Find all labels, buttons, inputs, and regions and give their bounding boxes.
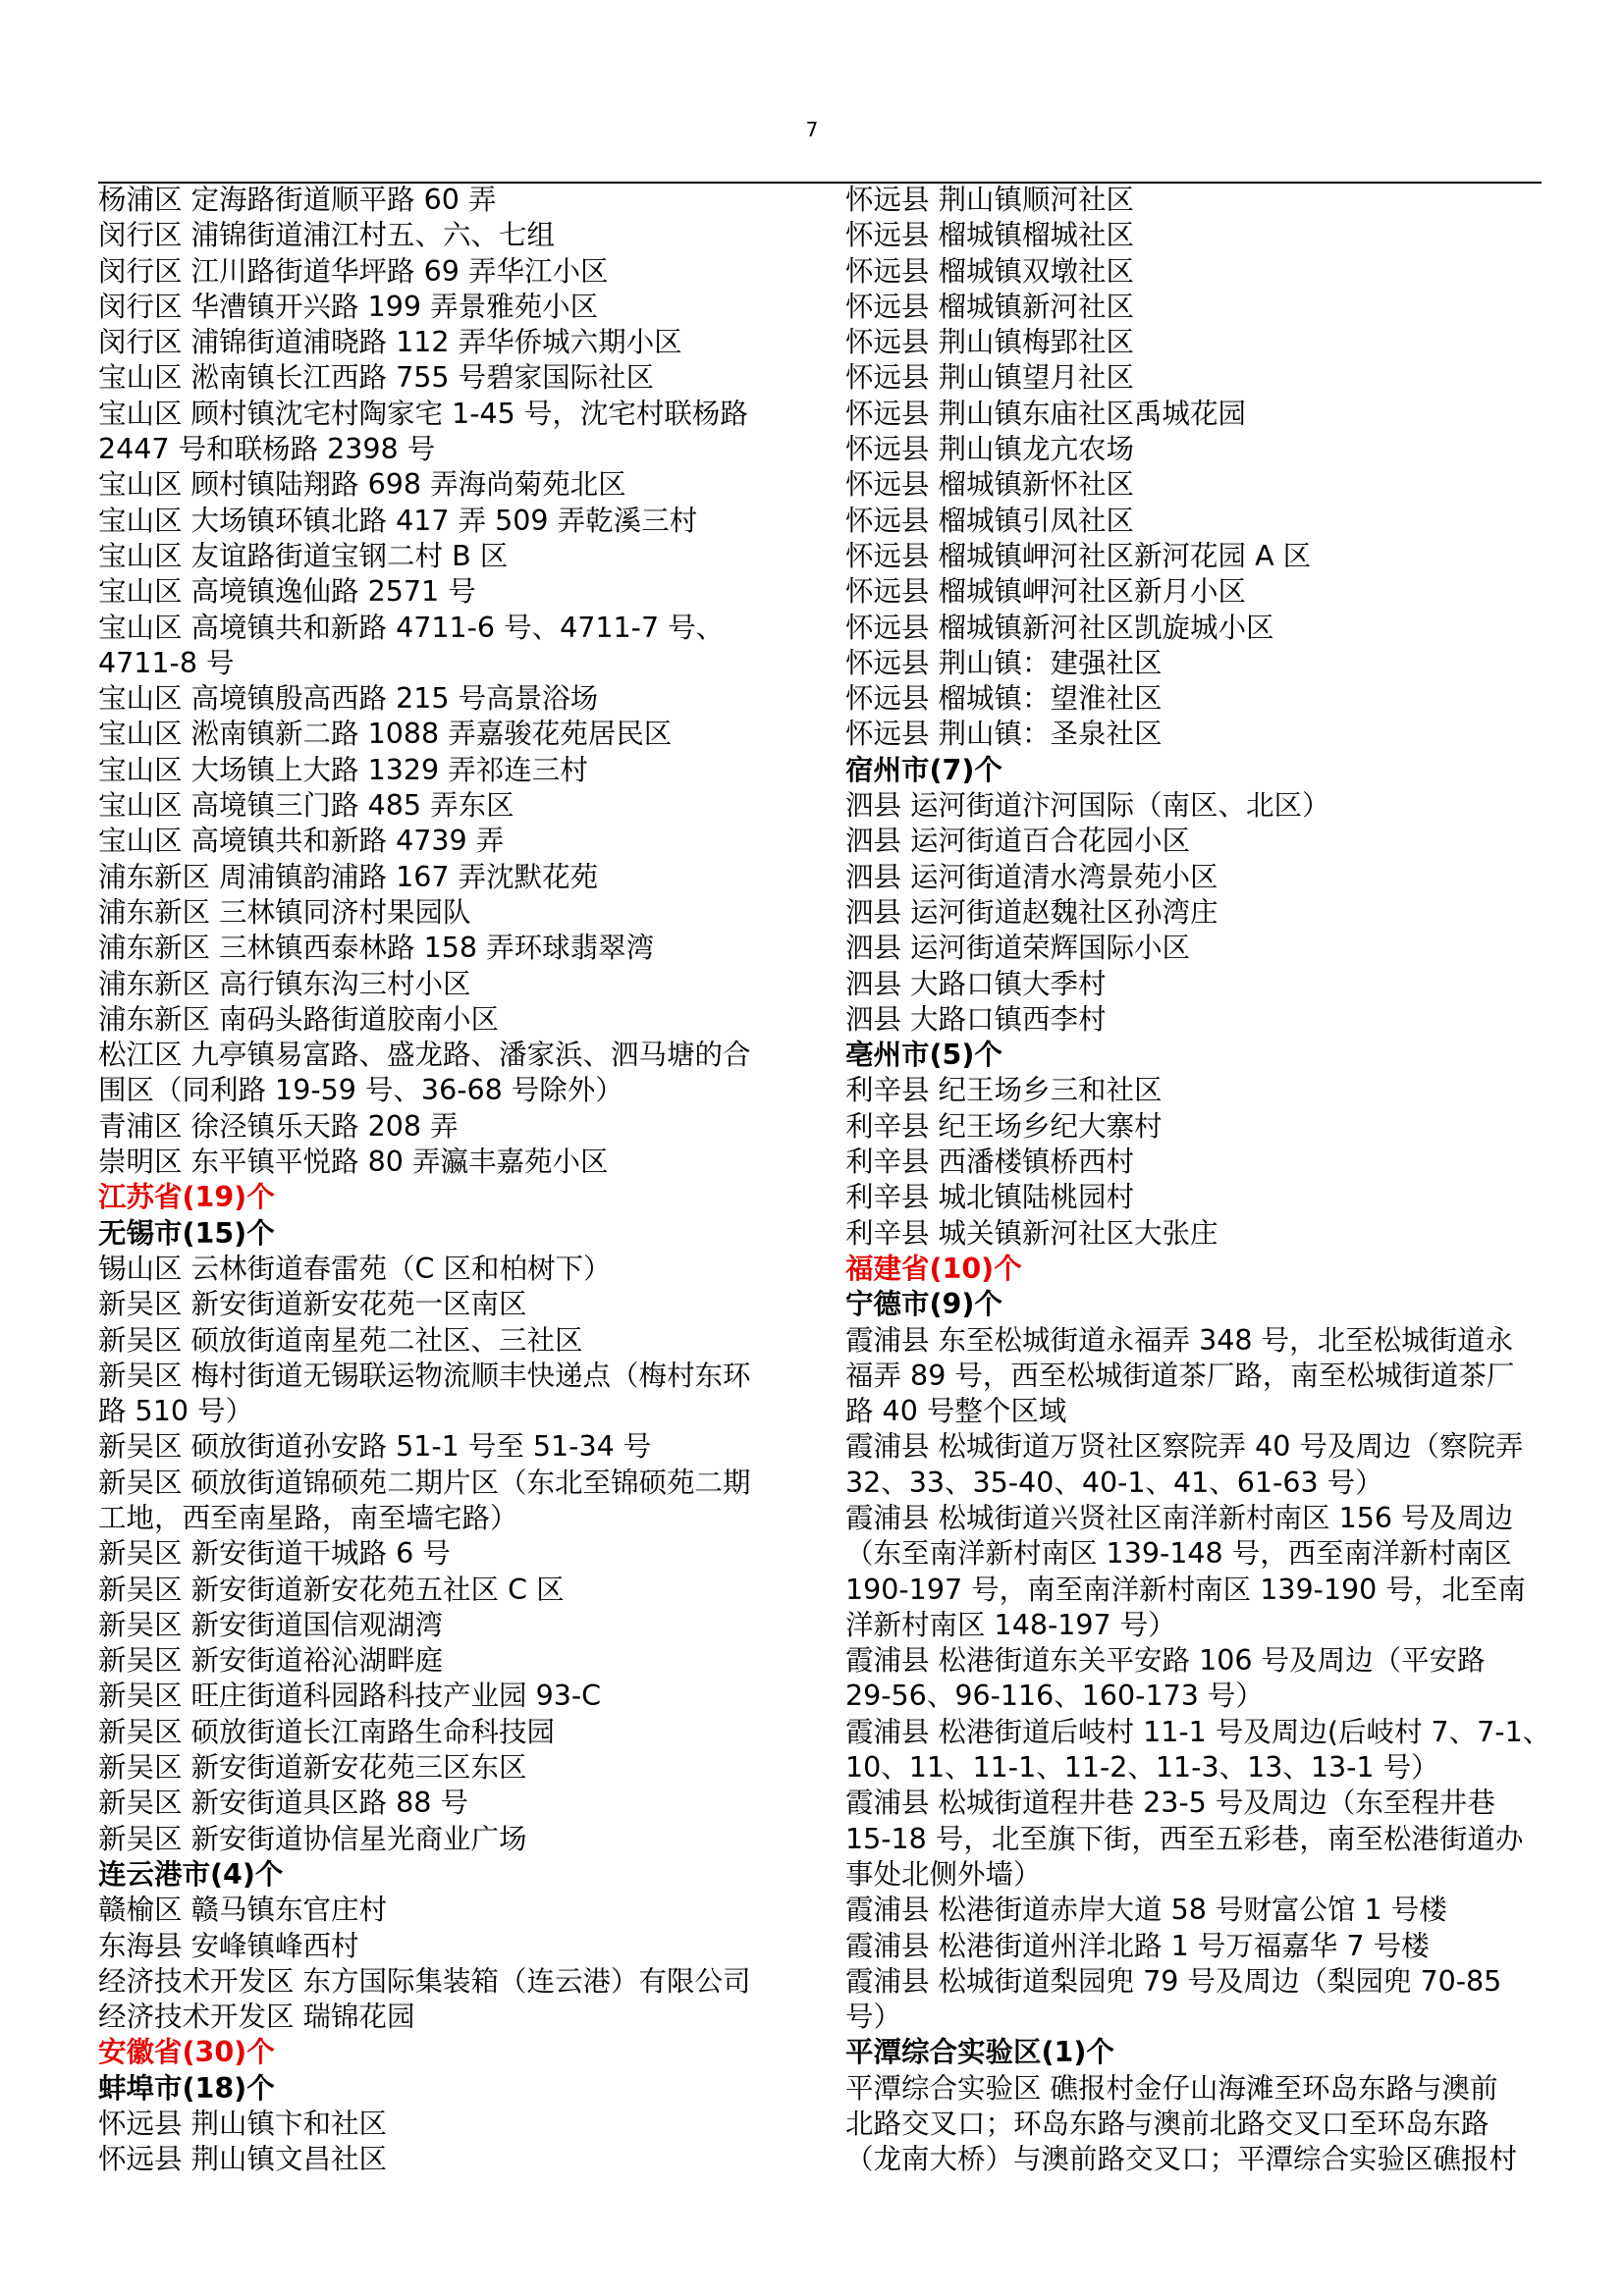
- address-line: 锡山区 云林街道春雷苑（C 区和柏树下）: [98, 1252, 612, 1285]
- address-line: 新吴区 新安街道协信星光商业广场: [98, 1822, 527, 1855]
- address-line: 4711-8 号: [98, 646, 235, 679]
- address-line: 泗县 大路口镇大季村: [845, 967, 1107, 1000]
- address-line: 新吴区 新安街道裕沁湖畔庭: [98, 1644, 444, 1678]
- address-line: 浦东新区 周浦镇韵浦路 167 弄沈默花苑: [98, 860, 599, 893]
- address-line: 宝山区 高境镇逸仙路 2571 号: [98, 575, 476, 609]
- address-line: 怀远县 榴城镇新河社区凯旋城小区: [845, 611, 1274, 644]
- address-line: 宝山区 高境镇共和新路 4739 弄: [98, 825, 505, 858]
- address-line: 新吴区 新安街道新安花苑一区南区: [98, 1288, 527, 1321]
- address-line: 青浦区 徐泾镇乐天路 208 弄: [98, 1109, 459, 1143]
- address-line: 宝山区 顾村镇陆翔路 698 弄海尚菊苑北区: [98, 468, 626, 502]
- address-line: 浦东新区 三林镇西泰林路 158 弄环球翡翠湾: [98, 932, 655, 965]
- address-line: 新吴区 新安街道新安花苑五社区 C 区: [98, 1573, 565, 1606]
- address-line: 闵行区 浦锦街道浦晓路 112 弄华侨城六期小区: [98, 326, 682, 359]
- address-line: 怀远县 榴城镇：望淮社区: [845, 682, 1163, 716]
- address-line: 宝山区 淞南镇长江西路 755 号碧家国际社区: [98, 361, 655, 395]
- address-line: 经济技术开发区 瑞锦花园: [98, 2001, 415, 2034]
- address-line: 霞浦县 松城街道兴贤社区南洋新村南区 156 号及周边: [845, 1501, 1514, 1534]
- address-line: 宝山区 高境镇殷高西路 215 号高景浴场: [98, 682, 599, 716]
- address-line: 浦东新区 高行镇东沟三村小区: [98, 967, 471, 1000]
- address-line: 怀远县 榴城镇岬河社区新河花园 A 区: [845, 539, 1312, 572]
- address-line: 杨浦区 定海路街道顺平路 60 弄: [98, 184, 497, 216]
- address-line: 事处北侧外墙）: [845, 1857, 1042, 1891]
- city-heading: 无锡市(15)个: [98, 1216, 275, 1250]
- address-line: （龙南大桥）与澳前路交叉口；平潭综合实验区礁报村: [845, 2143, 1518, 2176]
- address-line: 190-197 号，南至南洋新村南区 139-190 号，北至南: [845, 1573, 1526, 1606]
- address-line: 新吴区 新安街道新安花苑三区东区: [98, 1751, 527, 1785]
- address-line: 怀远县 荆山镇：圣泉社区: [845, 718, 1163, 751]
- address-line: 怀远县 荆山镇：建强社区: [845, 646, 1163, 679]
- city-heading: 宁德市(9)个: [845, 1288, 1002, 1321]
- address-line: 怀远县 榴城镇引凤社区: [845, 504, 1135, 537]
- address-line: 平潭综合实验区 礁报村金仔山海滩至环岛东路与澳前: [845, 2071, 1498, 2105]
- address-line: 怀远县 荆山镇顺河社区: [845, 184, 1135, 216]
- address-line: 宝山区 顾村镇沈宅村陶家宅 1-45 号，沈宅村联杨路: [98, 397, 748, 430]
- address-line: 浦东新区 南码头路街道胶南小区: [98, 1002, 500, 1036]
- address-line: 怀远县 荆山镇文昌社区: [98, 2143, 388, 2176]
- address-line: 新吴区 硕放街道锦硕苑二期片区（东北至锦硕苑二期: [98, 1466, 751, 1499]
- address-line: 32、33、35-40、40-1、41、61-63 号）: [845, 1466, 1383, 1499]
- address-line: 怀远县 荆山镇东庙社区禹城花园: [845, 397, 1247, 430]
- address-line: 利辛县 城北镇陆桃园村: [845, 1181, 1135, 1214]
- address-line: 霞浦县 松港街道州洋北路 1 号万福嘉华 7 号楼: [845, 1929, 1430, 1962]
- address-line: （东至南洋新村南区 139-148 号，西至南洋新村南区: [845, 1537, 1512, 1571]
- address-line: 崇明区 东平镇平悦路 80 弄瀛丰嘉苑小区: [98, 1146, 609, 1179]
- address-line: 泗县 运河街道赵魏社区孙湾庄: [845, 895, 1218, 929]
- address-line: 泗县 运河街道荣辉国际小区: [845, 932, 1191, 965]
- address-line: 松江区 九亭镇易富路、盛龙路、潘家浜、泗马塘的合: [98, 1039, 751, 1072]
- address-line: 新吴区 新安街道干城路 6 号: [98, 1537, 451, 1571]
- address-line: 闵行区 江川路街道华坪路 69 弄华江小区: [98, 254, 609, 288]
- address-line: 福弄 89 号，西至松城街道茶厂路，南至松城街道茶厂: [845, 1359, 1515, 1392]
- address-line: 霞浦县 松城街道程井巷 23-5 号及周边（东至程井巷: [845, 1787, 1495, 1820]
- address-line: 闵行区 浦锦街道浦江村五、六、七组: [98, 219, 556, 252]
- address-line: 怀远县 荆山镇龙亢农场: [845, 433, 1135, 466]
- address-line: 泗县 运河街道百合花园小区: [845, 825, 1191, 858]
- address-line: 围区（同利路 19-59 号、36-68 号除外）: [98, 1074, 623, 1107]
- address-line: 新吴区 硕放街道孙安路 51-1 号至 51-34 号: [98, 1430, 652, 1464]
- city-heading: 蚌埠市(18)个: [98, 2071, 275, 2105]
- address-line: 利辛县 纪王场乡三和社区: [845, 1074, 1163, 1107]
- address-line: 宝山区 高境镇三门路 485 弄东区: [98, 789, 514, 823]
- address-line: 宝山区 高境镇共和新路 4711-6 号、4711-7 号、: [98, 611, 725, 644]
- address-line: 宝山区 大场镇上大路 1329 弄祁连三村: [98, 753, 588, 786]
- address-line: 赣榆区 赣马镇东官庄村: [98, 1894, 388, 1927]
- address-line: 号）: [845, 2001, 902, 2034]
- address-line: 15-18 号，北至旗下街，西至五彩巷，南至松港街道办: [845, 1822, 1524, 1855]
- address-line: 利辛县 纪王场乡纪大寨村: [845, 1109, 1163, 1143]
- address-line: 霞浦县 松港街道东关平安路 106 号及周边（平安路: [845, 1644, 1486, 1678]
- city-heading: 连云港市(4)个: [98, 1857, 284, 1891]
- address-line: 新吴区 硕放街道长江南路生命科技园: [98, 1715, 556, 1748]
- city-heading: 平潭综合实验区(1)个: [845, 2036, 1114, 2069]
- address-line: 泗县 运河街道清水湾景苑小区: [845, 860, 1218, 893]
- address-line: 怀远县 榴城镇榴城社区: [845, 219, 1135, 252]
- address-line: 利辛县 城关镇新河社区大张庄: [845, 1216, 1218, 1250]
- address-line: 新吴区 梅村街道无锡联运物流顺丰快递点（梅村东环: [98, 1359, 751, 1392]
- address-line: 经济技术开发区 东方国际集装箱（连云港）有限公司: [98, 1964, 751, 1998]
- address-line: 怀远县 荆山镇梅郢社区: [845, 326, 1135, 359]
- address-line: 怀远县 榴城镇双墩社区: [845, 254, 1135, 288]
- address-line: 工地，西至南星路，南至墙宅路）: [98, 1501, 518, 1534]
- address-line: 宝山区 大场镇环镇北路 417 弄 509 弄乾溪三村: [98, 504, 698, 537]
- address-line: 怀远县 榴城镇岬河社区新月小区: [845, 575, 1247, 609]
- address-line: 霞浦县 松港街道赤岸大道 58 号财富公馆 1 号楼: [845, 1894, 1447, 1927]
- address-line: 10、11、11-1、11-2、11-3、13、13-1 号）: [845, 1751, 1439, 1785]
- address-line: 宝山区 淞南镇新二路 1088 弄嘉骏花苑居民区: [98, 718, 673, 751]
- address-line: 东海县 安峰镇峰西村: [98, 1929, 359, 1962]
- address-line: 利辛县 西潘楼镇桥西村: [845, 1146, 1135, 1179]
- address-line: 霞浦县 松城街道万贤社区察院弄 40 号及周边（察院弄: [845, 1430, 1524, 1464]
- province-heading: 江苏省(19)个: [98, 1181, 275, 1214]
- address-line: 怀远县 榴城镇新河社区: [845, 290, 1135, 323]
- address-line: 霞浦县 松港街道后岐村 11-1 号及周边(后岐村 7、7-1、: [845, 1715, 1551, 1748]
- city-heading: 宿州市(7)个: [845, 753, 1002, 786]
- address-line: 新吴区 新安街道国信观湖湾: [98, 1608, 444, 1641]
- address-line: 怀远县 荆山镇望月社区: [845, 361, 1135, 395]
- address-line: 怀远县 榴城镇新怀社区: [845, 468, 1135, 502]
- address-line: 北路交叉口；环岛东路与澳前北路交叉口至环岛东路: [845, 2108, 1489, 2141]
- city-heading: 亳州市(5)个: [845, 1039, 1002, 1072]
- address-line: 路 40 号整个区域: [845, 1395, 1067, 1428]
- address-line: 浦东新区 三林镇同济村果园队: [98, 895, 471, 929]
- province-heading: 福建省(10)个: [845, 1252, 1022, 1285]
- page-number: 7: [805, 118, 819, 141]
- address-line: 泗县 运河街道汴河国际（南区、北区）: [845, 789, 1330, 823]
- address-line: 宝山区 友谊路街道宝钢二村 B 区: [98, 539, 509, 572]
- address-line: 29-56、96-116、160-173 号）: [845, 1680, 1264, 1713]
- province-heading: 安徽省(30)个: [98, 2036, 275, 2069]
- address-line: 怀远县 荆山镇卞和社区: [98, 2108, 388, 2141]
- address-line: 路 510 号）: [98, 1395, 254, 1428]
- left-column: [98, 183, 785, 2178]
- address-line: 新吴区 新安街道具区路 88 号: [98, 1787, 468, 1820]
- address-line: 霞浦县 松城街道梨园兜 79 号及周边（梨园兜 70-85: [845, 1964, 1502, 1998]
- right-column: [845, 183, 1551, 2178]
- address-line: 新吴区 旺庄街道科园路科技产业园 93-C: [98, 1680, 602, 1713]
- address-line: 2447 号和联杨路 2398 号: [98, 433, 436, 466]
- address-line: 洋新村南区 148-197 号）: [845, 1608, 1176, 1641]
- address-line: 闵行区 华漕镇开兴路 199 弄景雅苑小区: [98, 290, 599, 323]
- address-line: 霞浦县 东至松城街道永福弄 348 号，北至松城街道永: [845, 1323, 1514, 1357]
- address-line: 新吴区 硕放街道南星苑二社区、三社区: [98, 1323, 583, 1357]
- address-line: 泗县 大路口镇西李村: [845, 1002, 1107, 1036]
